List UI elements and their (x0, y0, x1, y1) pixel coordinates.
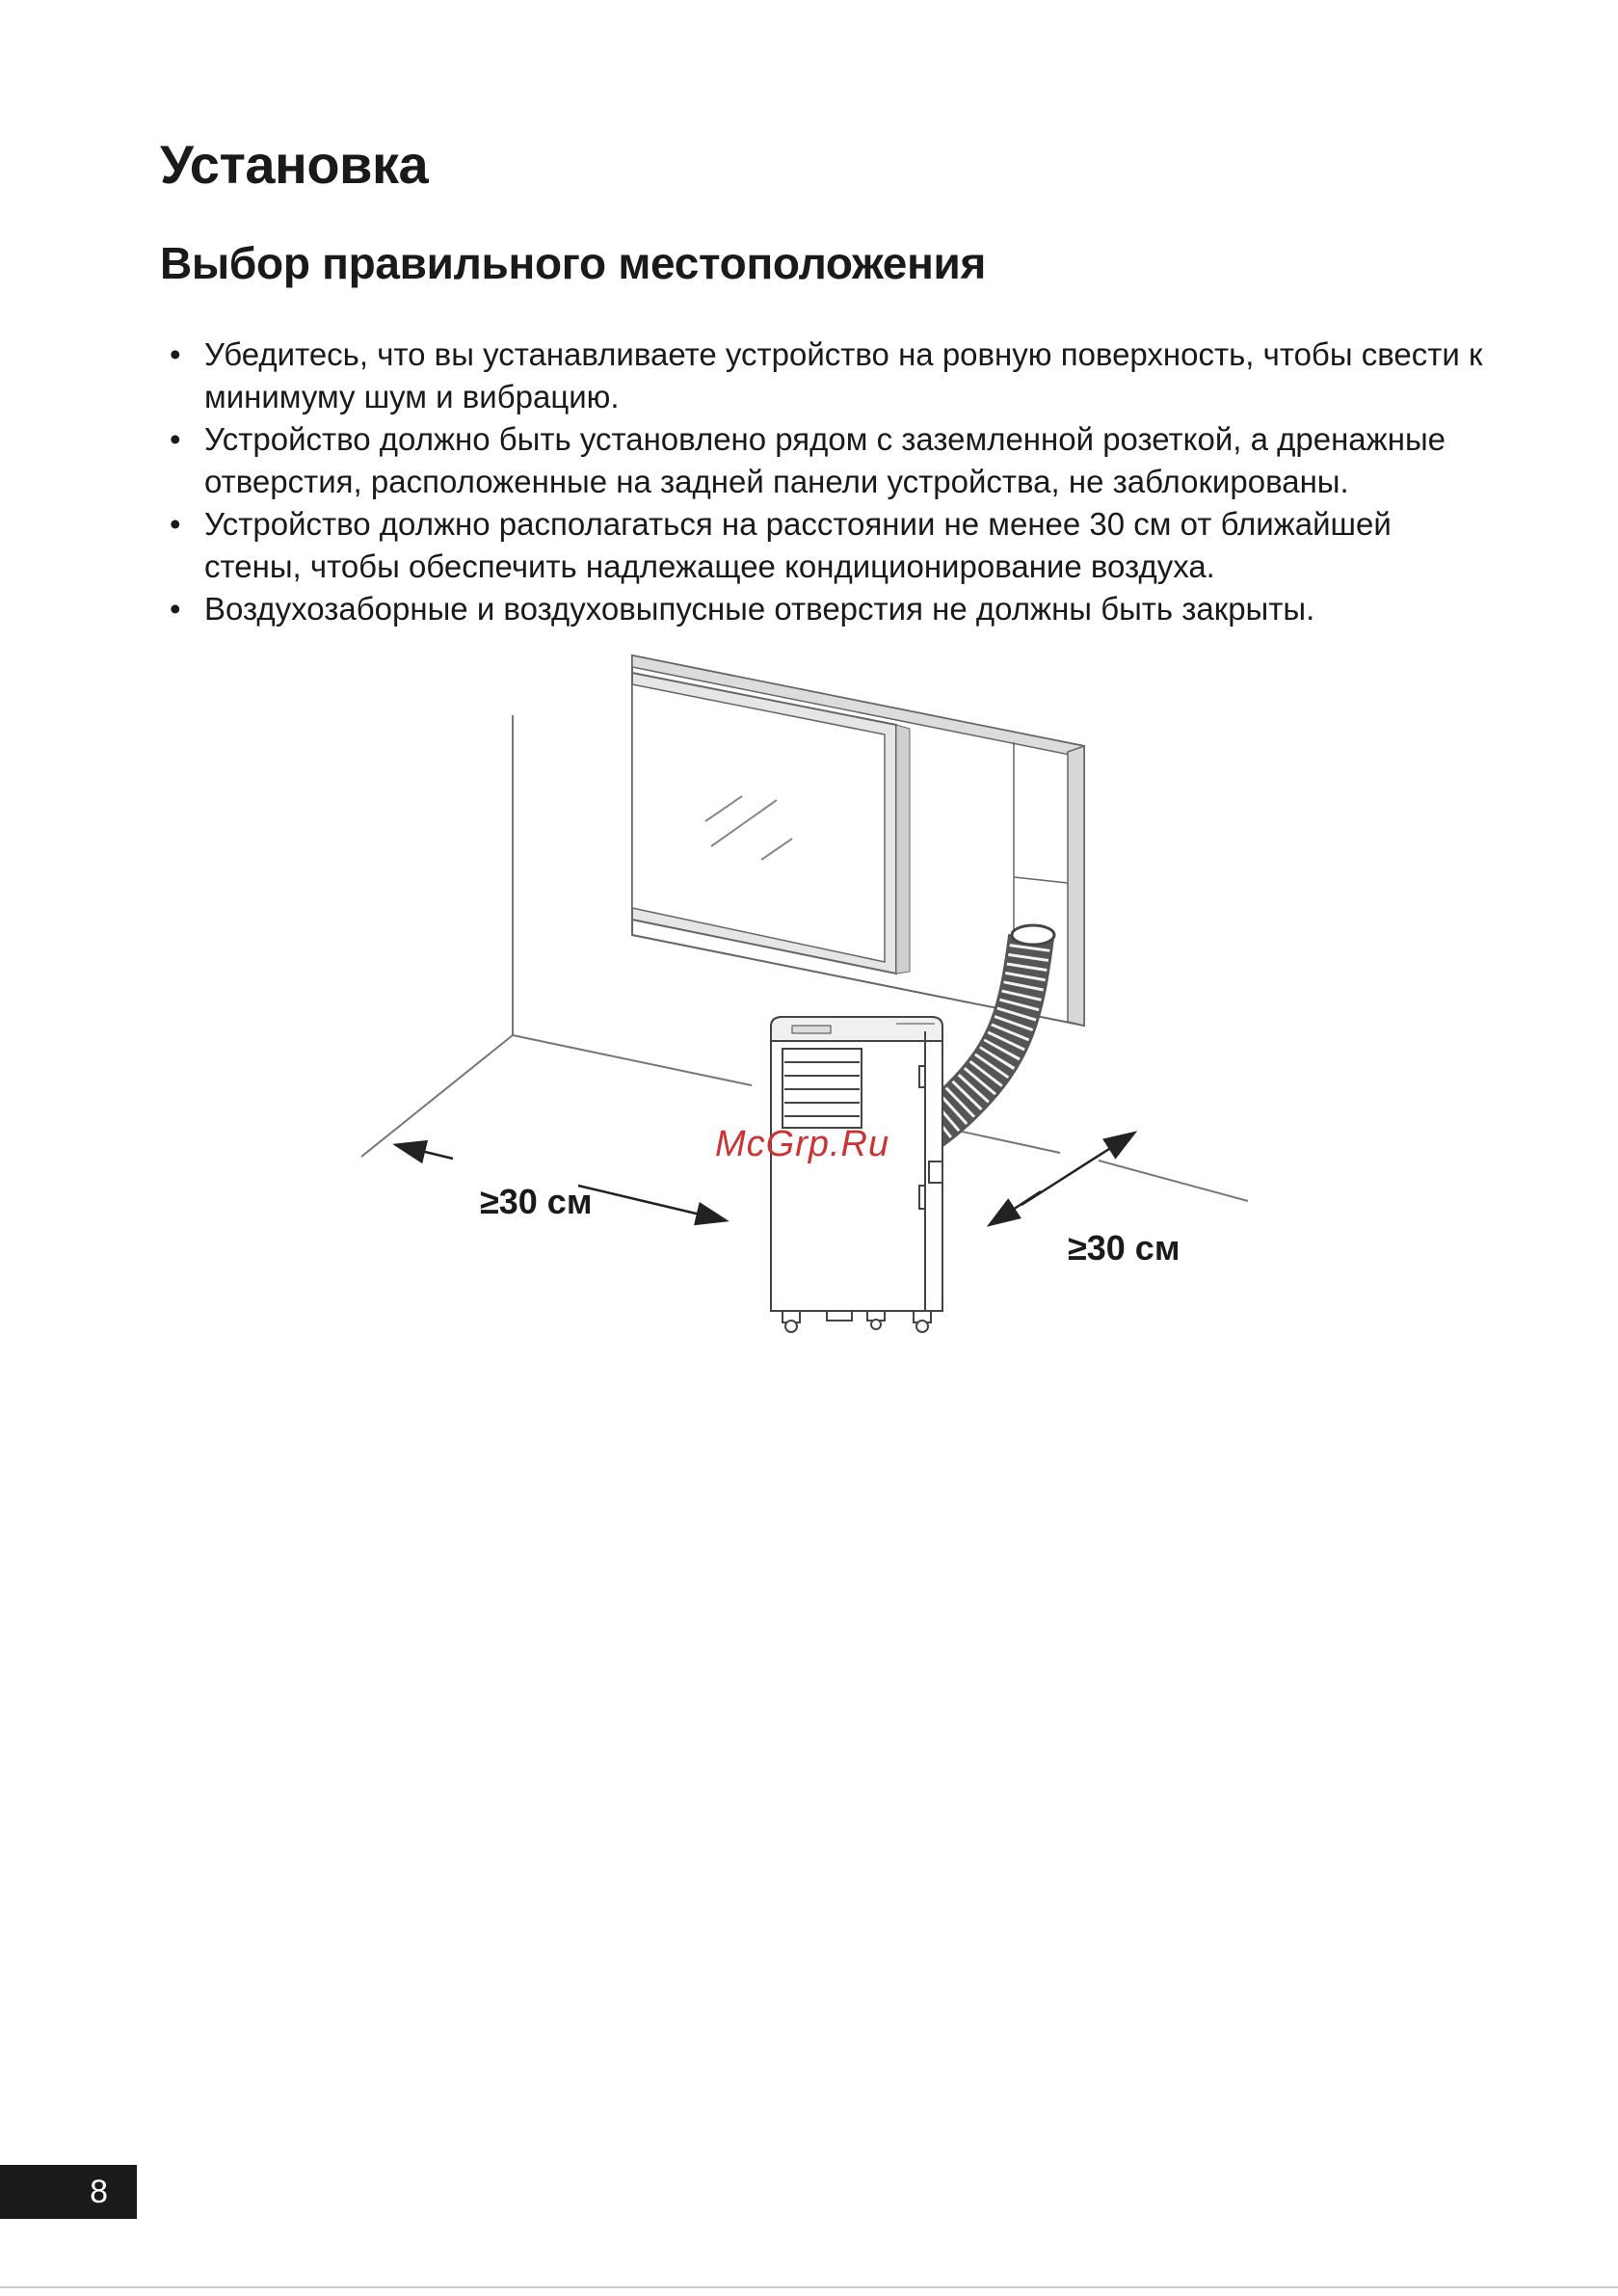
bullet-icon: • (170, 591, 181, 627)
bullet-text: Воздухозаборные и воздуховыпусные отверстия не должны быть закрыты. (204, 591, 1315, 627)
bullet-icon: • (170, 421, 181, 457)
dimension-label-right: ≥30 см (1068, 1228, 1180, 1268)
section-title: Выбор правильного местоположения (160, 238, 987, 288)
dimension-label-left: ≥30 см (480, 1182, 593, 1221)
list-item (170, 588, 1490, 630)
bullet-icon: • (170, 506, 181, 542)
page-number: 8 (0, 2165, 137, 2219)
watermark-logo: McGrp.Ru (715, 1124, 890, 1164)
air-conditioner-icon (771, 1017, 942, 1332)
list-item (170, 418, 1490, 503)
bullet-text: Устройство должно быть установлено рядом с заземленной розеткой, а дренажные отверстия, расположенные на задней панели устройства, не заблокированы. (204, 421, 1446, 499)
bullet-icon: • (170, 336, 181, 372)
bottom-divider (0, 2286, 1618, 2288)
list-item (170, 503, 1490, 588)
bullet-text: Убедитесь, что вы устанавливаете устройство на ровную поверхность, чтобы свести к минимуму шум и вибрацию. (204, 336, 1483, 414)
page-title: Установка (160, 134, 429, 195)
bullet-text: Устройство должно располагаться на расстоянии не менее 30 см от ближайшей стены, чтобы обеспечить надлежащее кондиционирование воздуха. (204, 506, 1392, 584)
bullet-list (170, 334, 1490, 630)
list-item (170, 334, 1490, 418)
